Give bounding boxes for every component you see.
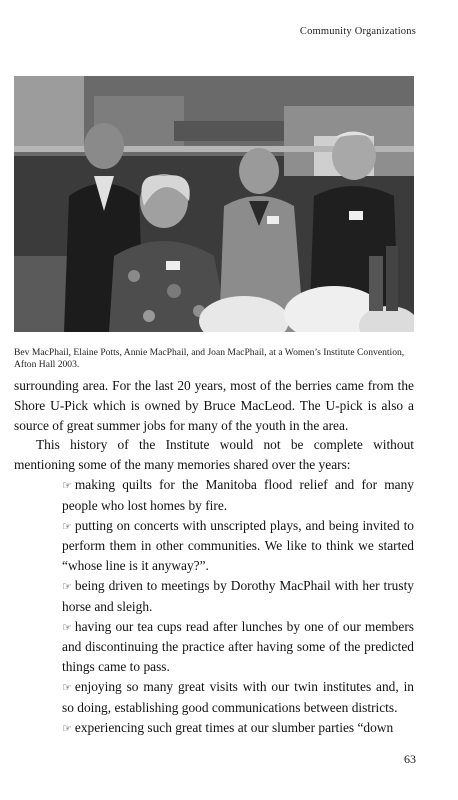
page-number: 63	[404, 752, 416, 766]
pointing-hand-icon: ☞	[62, 579, 72, 593]
paragraph: surrounding area. For the last 20 years, most of the berries came from the Shore U-Pick which is owned by Bruce MacLeod. The U-pick is also a source of great summer jobs for many of the youth in the area.	[14, 378, 414, 433]
pointing-hand-icon: ☞	[62, 478, 72, 492]
group-photo	[14, 76, 414, 332]
list-item: ☞ having our tea cups read after lunches by one of our members and discontinuing the practice after having some of the predicted things came to pass.	[62, 618, 414, 675]
list-item: ☞ being driven to meetings by Dorothy MacPhail with her trusty horse and sleigh.	[62, 577, 414, 614]
list-item: ☞ putting on concerts with unscripted plays, and being invited to perform them in other communities. We like to think we started “whose line is it anyway?”.	[62, 517, 414, 574]
memories-list	[14, 475, 414, 738]
pointing-hand-icon: ☞	[62, 519, 72, 533]
list-item: ☞ making quilts for the Manitoba flood relief and for many people who lost homes by fire.	[62, 476, 414, 513]
photo-caption: Bev MacPhail, Elaine Potts, Annie MacPhail, and Joan MacPhail, at a Women’s Institute Convention, Afton Hall 2003.	[14, 347, 405, 370]
pointing-hand-icon: ☞	[62, 680, 72, 694]
pointing-hand-icon: ☞	[62, 620, 72, 634]
list-item: ☞ enjoying so many great visits with our twin institutes and, in so doing, establishing good communications between districts.	[62, 678, 414, 715]
running-header: Community Organizations	[299, 26, 416, 37]
pointing-hand-icon: ☞	[62, 721, 72, 735]
list-item: ☞ experiencing such great times at our slumber parties “down	[62, 719, 394, 735]
paragraph: This history of the Institute would not be complete without mentioning some of the many memories shared over the years:	[14, 437, 414, 473]
body-text	[14, 376, 414, 738]
